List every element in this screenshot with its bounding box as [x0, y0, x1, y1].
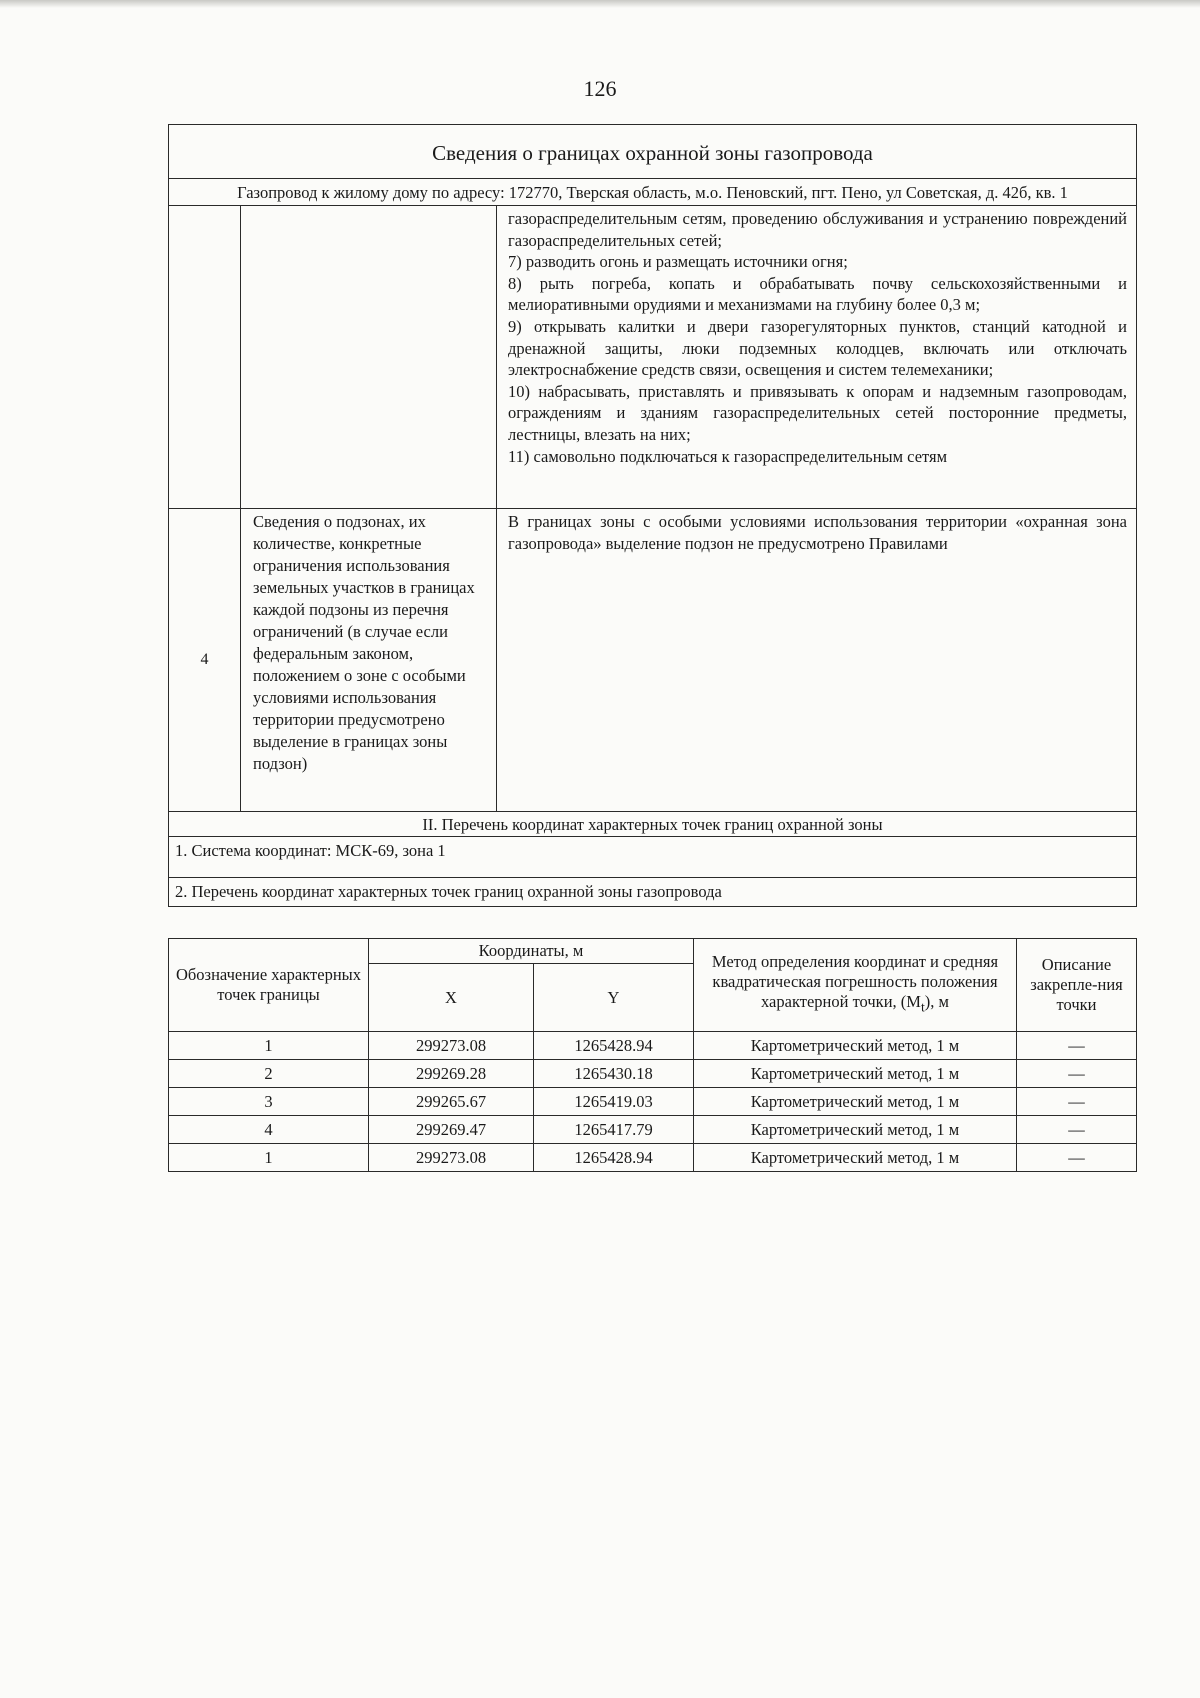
- document-title: Сведения о границах охранной зоны газопровода: [169, 125, 1137, 179]
- x-value: 299273.08: [369, 1032, 534, 1060]
- page-number: 126: [583, 76, 617, 101]
- point-id: 3: [169, 1088, 369, 1116]
- point-id: 1: [169, 1144, 369, 1172]
- row-4-number: 4: [169, 509, 241, 812]
- x-value: 299269.28: [369, 1060, 534, 1088]
- header-point: Обозначение характерных точек границы: [169, 939, 369, 1032]
- y-value: 1265428.94: [534, 1144, 694, 1172]
- section-2-title: II. Перечень координат характерных точек границ охранной зоны: [169, 812, 1137, 837]
- header-coordinates: Координаты, м: [369, 939, 694, 964]
- method-value: Картометрический метод, 1 м: [694, 1060, 1017, 1088]
- restriction-item: 8) рыть погреба, копать и обрабатывать почву сельскохозяйственными и мелиоративными орудиями и механизмами на глубину более 0,3 м;: [508, 273, 1128, 315]
- table-row: [169, 1032, 1137, 1060]
- description-value: —: [1017, 1032, 1137, 1060]
- description-value: —: [1017, 1088, 1137, 1116]
- table-row: [169, 1088, 1137, 1116]
- description-value: —: [1017, 1144, 1137, 1172]
- row-4-text: В границах зоны с особыми условиями использования территории «охранная зона газопровода» выделение подзон не предусмотрено Правилами: [497, 509, 1137, 812]
- y-value: 1265428.94: [534, 1032, 694, 1060]
- header-y: Y: [534, 964, 694, 1032]
- restriction-item: 7) разводить огонь и размещать источники огня;: [508, 252, 848, 272]
- table-row: [169, 1116, 1137, 1144]
- x-value: 299265.67: [369, 1088, 534, 1116]
- restriction-item: 10) набрасывать, приставлять и привязывать к опорам и надземным газопроводам, ограждениям и зданиям газораспределительных сетей посторонние предметы, лестницы, влезать на них;: [508, 381, 1128, 444]
- restriction-item: газораспределительным сетям, проведению обслуживания и устранению повреждений газораспределительных сетей;: [508, 209, 1128, 250]
- table-row: [169, 1060, 1137, 1088]
- y-value: 1265419.03: [534, 1088, 694, 1116]
- x-value: 299269.47: [369, 1116, 534, 1144]
- coordinates-table: [168, 938, 1137, 1172]
- header-method: Метод определения координат и средняя квадратическая погрешность положения характерной точки, $(M_t)$, м: [694, 939, 1017, 1032]
- restriction-item: 11) самовольно подключаться к газораспределительным сетям: [508, 446, 948, 466]
- method-value: Картометрический метод, 1 м: [694, 1088, 1017, 1116]
- table-row: [169, 1144, 1137, 1172]
- scan-top-edge: [0, 0, 1200, 8]
- restrictions-continued-cell: [497, 206, 1137, 509]
- row-number-empty: [169, 206, 241, 509]
- x-value: 299273.08: [369, 1144, 534, 1172]
- method-value: Картометрический метод, 1 м: [694, 1144, 1017, 1172]
- coordinate-system: 1. Система координат: МСК-69, зона 1: [169, 837, 1137, 878]
- description-value: —: [1017, 1116, 1137, 1144]
- point-id: 4: [169, 1116, 369, 1144]
- description-value: —: [1017, 1060, 1137, 1088]
- row-name-empty: [241, 206, 497, 509]
- method-value: Картометрический метод, 1 м: [694, 1116, 1017, 1144]
- zone-info-table: [168, 124, 1137, 907]
- point-id: 1: [169, 1032, 369, 1060]
- method-value: Картометрический метод, 1 м: [694, 1032, 1017, 1060]
- restriction-item: 9) открывать калитки и двери газорегуляторных пунктов, станций катодной и дренажной защиты, люки подземных колодцев, включать или отключать электроснабжение средств связи, освещения и систем телемеханики;: [508, 316, 1128, 380]
- point-id: 2: [169, 1060, 369, 1088]
- header-x: X: [369, 964, 534, 1032]
- y-value: 1265417.79: [534, 1116, 694, 1144]
- object-description: Газопровод к жилому дому по адресу: 172770, Тверская область, м.о. Пеновский, пгт. Пено, ул Советская, д. 42б, кв. 1: [169, 179, 1137, 206]
- row-4-name: Сведения о подзонах, их количестве, конкретные ограничения использования земельных участков в границах каждой подзоны из перечня ограничений (в случае если федеральным законом, положением о зоне с особыми условиями использования территории предусмотрено выделение в границах зоны подзон): [241, 509, 497, 812]
- y-value: 1265430.18: [534, 1060, 694, 1088]
- coordinate-list-title: 2. Перечень координат характерных точек границ охранной зоны газопровода: [169, 878, 1137, 907]
- header-description: Описание закрепле-ния точки: [1017, 939, 1137, 1032]
